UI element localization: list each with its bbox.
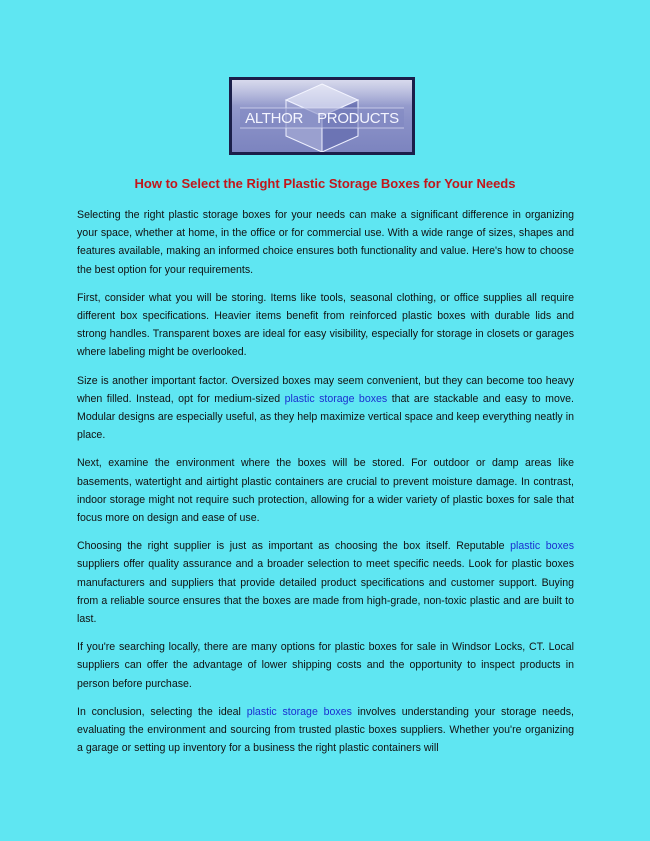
paragraph-text: suppliers offer quality assurance and a broader selection to meet specific needs. Look for plastic boxes manufacturers and suppliers that provide detailed product specifications and customer support. Buying from a reliable source ensures that the boxes are made from high-grade, non-toxic plastic and are built to last.: [77, 558, 574, 626]
paragraph-text: that are stackable and easy to move. Modular designs are especially useful, as they help maximize vertical space and keep everything neatly in place.: [77, 392, 575, 442]
logo-panel: [232, 80, 412, 152]
paragraph: [77, 638, 574, 693]
inline-link[interactable]: plastic storage boxes: [246, 705, 352, 718]
paragraph: [77, 703, 574, 758]
paragraph-text: Size is another important factor. Oversized boxes may seem convenient, but they can become too heavy when filled. Instead, opt for medium-sized: [77, 374, 574, 405]
inline-link[interactable]: plastic storage boxes: [284, 392, 388, 405]
paragraph-text: If you're searching locally, there are many options for plastic boxes for sale in Windsor Locks, CT. Local suppliers can offer the advantage of lower shipping costs and the opportunity to inspect products in person before purchase.: [77, 641, 574, 690]
inline-link[interactable]: plastic boxes: [510, 540, 574, 553]
paragraph: [77, 372, 574, 445]
paragraph: [77, 206, 574, 279]
logo-brand-right: PRODUCTS: [317, 110, 399, 127]
althor-products-logo: [229, 77, 415, 155]
paragraph-text: In conclusion, selecting the ideal: [77, 705, 247, 718]
paragraph: [77, 537, 574, 628]
article-body: [77, 206, 574, 767]
paragraph-text: Selecting the right plastic storage boxes for your needs can make a significant difference in organizing your space, whether at home, in the office or for commercial use. With a wide range of sizes, shapes and features available, making an informed choice ensures both functionality and value. Here's how to choose the best option for your requirements.: [77, 209, 574, 276]
logo-wordmark: [232, 110, 412, 127]
paragraph: [77, 289, 574, 362]
paragraph-text: Next, examine the environment where the boxes will be stored. For outdoor or damp areas like basements, watertight and airtight plastic containers are crucial to prevent moisture damage. In contrast, indoor storage might not require such protection, allowing for a wider variety of plastic boxes for sale that focus more on design and ease of use.: [77, 457, 574, 525]
paragraph-text: Choosing the right supplier is just as important as choosing the box itself. Reputable: [77, 540, 511, 553]
paragraph-text: First, consider what you will be storing. Items like tools, seasonal clothing, or office supplies all require different box specifications. Heavier items benefit from reinforced plastic boxes with durable lids and strong handles. Transparent boxes are ideal for easy visibility, especially for storage in closets or garages where labeling might be overlooked.: [77, 291, 574, 359]
paragraph-text: involves understanding your storage needs, evaluating the environment and sourcing from trusted plastic boxes suppliers. Whether you're organizing a garage or setting up inventory for a business the right plastic containers will: [77, 705, 574, 755]
logo-brand-left: ALTHOR: [245, 110, 304, 127]
page-title: How to Select the Right Plastic Storage Boxes for Your Needs: [134, 176, 516, 191]
paragraph: [77, 454, 574, 527]
